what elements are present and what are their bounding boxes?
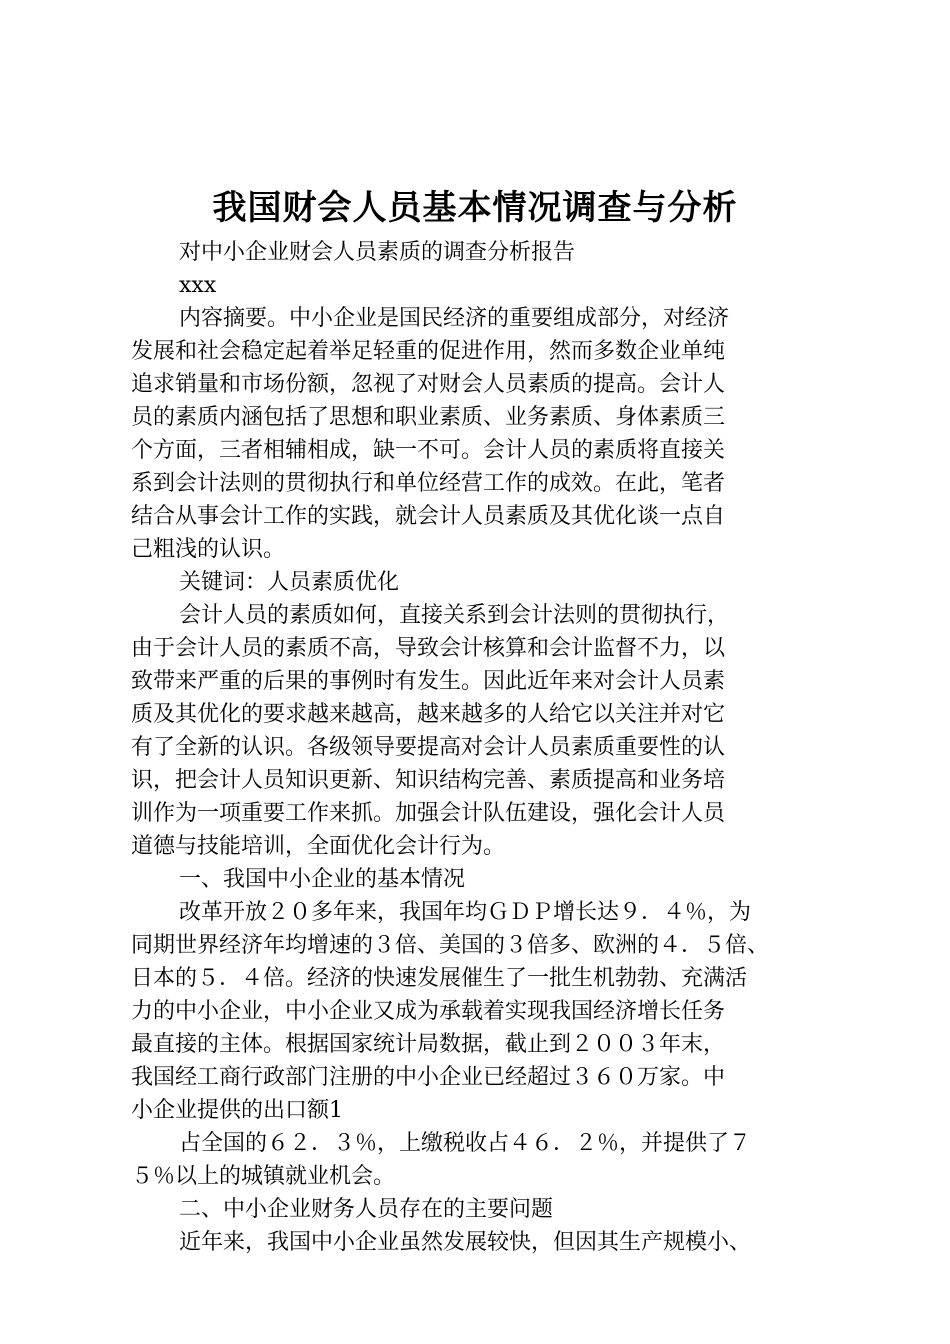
section-1-line: 力的中小企业，中小企业又成为承载着实现我国经济增长任务 — [131, 999, 726, 1024]
section-1-line: 小企业提供的出口额1 — [131, 1098, 343, 1123]
intro-paragraph — [131, 599, 831, 863]
subtitle: 对中小企业财会人员素质的调查分析报告 — [179, 240, 576, 265]
abstract-line: 发展和社会稳定起着举足轻重的促进作用，然而多数企业单纯 — [131, 339, 726, 364]
section-1-line: 我国经工商行政部门注册的中小企业已经超过３６０万家。中 — [131, 1065, 726, 1090]
abstract-line: 追求销量和市场份额，忽视了对财会人员素质的提高。会计人 — [131, 372, 726, 397]
section-2-heading: 二、中小企业财务人员存在的主要问题 — [179, 1197, 554, 1222]
abstract-line: 员的素质内涵包括了思想和职业素质、业务素质、身体素质三 — [131, 405, 726, 430]
intro-line: 道德与技能培训，全面优化会计行为。 — [131, 834, 506, 859]
author: xxx — [179, 273, 217, 298]
abstract-line: 个方面，三者相辅相成，缺一不可。会计人员的素质将直接关 — [131, 438, 726, 463]
section-1-paragraph — [131, 896, 831, 1127]
abstract-paragraph — [131, 302, 831, 566]
intro-line: 识，把会计人员知识更新、知识结构完善、素质提高和业务培 — [131, 768, 726, 793]
abstract-line: 内容摘要。中小企业是国民经济的重要组成部分，对经济 — [179, 306, 730, 331]
section-2-line: 近年来，我国中小企业虽然发展较快，但因其生产规模小、 — [179, 1230, 752, 1255]
section-1-line: 改革开放２０多年来，我国年均ＧＤＰ增长达９．４％，为 — [179, 900, 752, 925]
intro-line: 质及其优化的要求越来越高，越来越多的人给它以关注并对它 — [131, 702, 726, 727]
section-2-paragraph — [131, 1226, 831, 1259]
section-1-continued-paragraph — [131, 1127, 831, 1193]
section-1-line: 最直接的主体。根据国家统计局数据，截止到２００３年末， — [131, 1032, 726, 1057]
intro-line: 由于会计人员的素质不高，导致会计核算和会计监督不力，以 — [131, 636, 726, 661]
abstract-line: 己粗浅的认识。 — [131, 537, 286, 562]
intro-line: 训作为一项重要工作来抓。加强会计队伍建设，强化会计人员 — [131, 801, 726, 826]
document-title: 我国财会人员基本情况调查与分析 — [212, 188, 738, 228]
section-1-line: 同期世界经济年均增速的３倍、美国的３倍多、欧洲的４．５倍、 — [131, 933, 770, 958]
intro-line: 致带来严重的后果的事例时有发生。因此近年来对会计人员素 — [131, 669, 726, 694]
intro-line: 有了全新的认识。各级领导要提高对会计人员素质重要性的认 — [131, 735, 726, 760]
section-1-heading: 一、我国中小企业的基本情况 — [179, 867, 466, 892]
keywords: 关键词：人员素质优化 — [179, 570, 400, 595]
section-1-continued-line: 占全国的６２．３％，上缴税收占４６．２％，并提供了７ — [179, 1131, 752, 1156]
intro-line: 会计人员的素质如何，直接关系到会计法则的贯彻执行， — [179, 603, 730, 628]
abstract-line: 结合从事会计工作的实践，就会计人员素质及其优化谈一点自 — [131, 504, 726, 529]
section-1-continued-line: ５％以上的城镇就业机会。 — [131, 1164, 396, 1189]
section-1-line: 日本的５．４倍。经济的快速发展催生了一批生机勃勃、充满活 — [131, 966, 748, 991]
document-body — [131, 236, 831, 1259]
abstract-line: 系到会计法则的贯彻执行和单位经营工作的成效。在此，笔者 — [131, 471, 726, 496]
